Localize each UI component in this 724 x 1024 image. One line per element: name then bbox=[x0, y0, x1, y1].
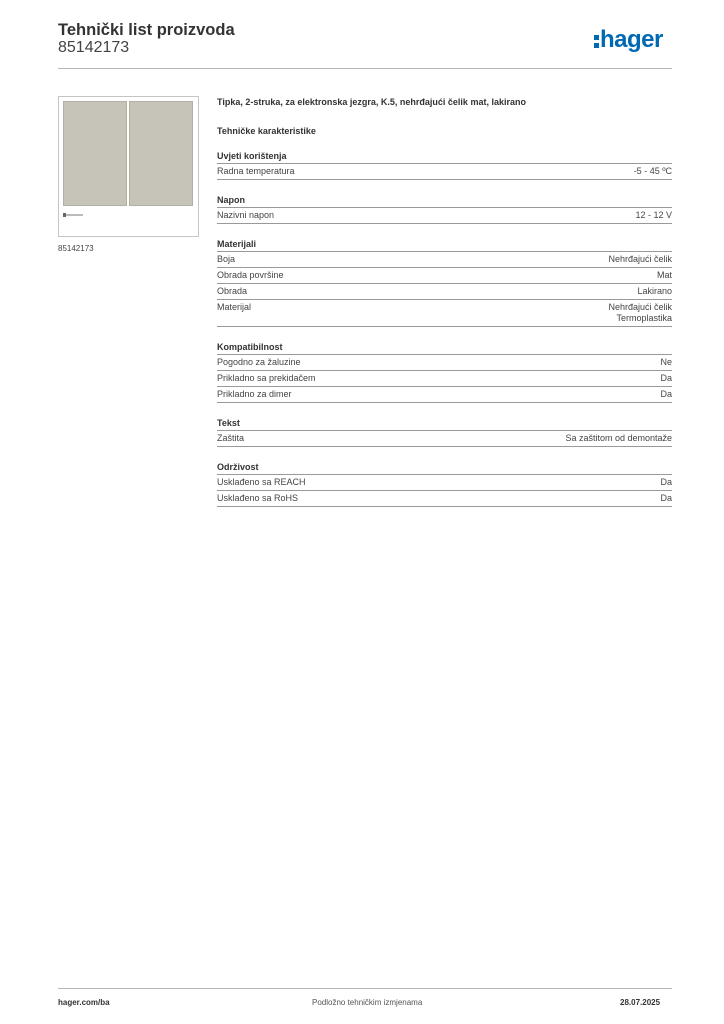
spec-row bbox=[217, 431, 672, 447]
spec-label: Prikladno za dimer bbox=[217, 389, 292, 399]
spec-value bbox=[660, 477, 672, 488]
product-image bbox=[58, 96, 199, 237]
spec-value-text: Lakirano bbox=[637, 286, 672, 296]
spec-value-text: 12 - 12 V bbox=[635, 210, 672, 220]
spec-section bbox=[217, 341, 672, 403]
spec-row bbox=[217, 355, 672, 371]
section-title: Tekst bbox=[217, 417, 672, 431]
spec-row bbox=[217, 371, 672, 387]
section-title: Uvjeti korištenja bbox=[217, 150, 672, 164]
spec-label: Pogodno za žaluzine bbox=[217, 357, 301, 367]
spec-value bbox=[637, 286, 672, 297]
spec-row bbox=[217, 208, 672, 224]
spec-value-text: Mat bbox=[656, 270, 672, 280]
section-title: Održivost bbox=[217, 461, 672, 475]
footer-date: 28.07.2025 bbox=[620, 998, 661, 1007]
logo-dots-icon bbox=[594, 35, 599, 51]
section-title: Napon bbox=[217, 194, 672, 208]
spec-row bbox=[217, 164, 672, 180]
spec-value-text: Da bbox=[660, 389, 672, 399]
spec-value-text: Da bbox=[660, 477, 672, 487]
spec-value-text: Da bbox=[660, 373, 672, 383]
spec-value-text: Ne bbox=[660, 357, 672, 367]
product-description: Tipka, 2-struka, za elektronska jezgra, K.5, nehrđajući čelik mat, lakirano bbox=[217, 97, 526, 107]
spec-row bbox=[217, 268, 672, 284]
hager-logo[interactable] bbox=[594, 28, 663, 52]
spec-value-text: -5 - 45 ºC bbox=[633, 166, 672, 176]
spec-value bbox=[660, 493, 672, 504]
spec-label: Radna temperatura bbox=[217, 166, 295, 176]
spec-value bbox=[657, 270, 672, 281]
spec-sections bbox=[217, 150, 672, 507]
document-title: Tehnički list proizvoda bbox=[58, 21, 235, 39]
logo-text: hager bbox=[600, 26, 663, 53]
spec-label: Nazivni napon bbox=[217, 210, 275, 220]
spec-value bbox=[634, 166, 672, 177]
section-title: Kompatibilnost bbox=[217, 341, 672, 355]
spec-label: Boja bbox=[217, 254, 236, 264]
spec-section bbox=[217, 461, 672, 507]
spec-value bbox=[608, 254, 672, 265]
spec-value-text: Nehrđajući čelik bbox=[608, 302, 672, 312]
spec-row bbox=[217, 284, 672, 300]
spec-label: Zaštita bbox=[217, 433, 245, 443]
spec-row bbox=[217, 387, 672, 403]
spec-value bbox=[660, 373, 672, 384]
spec-value-text: Sa zaštitom od demontaže bbox=[565, 433, 672, 443]
footer-divider bbox=[58, 988, 672, 989]
spec-section bbox=[217, 417, 672, 447]
spec-row bbox=[217, 475, 672, 491]
spec-value bbox=[608, 302, 672, 324]
spec-label: Prikladno sa prekidačem bbox=[217, 373, 316, 383]
spec-value bbox=[660, 357, 672, 368]
footer-note: Podložno tehničkim izmjenama bbox=[312, 998, 423, 1007]
spec-label: Obrada bbox=[217, 286, 248, 296]
rocker-right bbox=[129, 101, 193, 206]
spec-label: Usklađeno sa REACH bbox=[217, 477, 306, 487]
spec-value-text: Nehrđajući čelik bbox=[608, 254, 672, 264]
image-caption: 85142173 bbox=[58, 244, 94, 253]
product-number: 85142173 bbox=[58, 39, 130, 56]
section-title: Materijali bbox=[217, 238, 672, 252]
spec-label: Obrada površine bbox=[217, 270, 284, 280]
spec-section bbox=[217, 150, 672, 180]
tech-heading: Tehničke karakteristike bbox=[217, 126, 316, 136]
spec-row bbox=[217, 300, 672, 327]
spec-row bbox=[217, 252, 672, 268]
spec-label: Materijal bbox=[217, 302, 252, 312]
spec-row bbox=[217, 491, 672, 507]
spec-value bbox=[635, 210, 672, 221]
spec-section bbox=[217, 238, 672, 327]
spec-panel bbox=[217, 96, 672, 507]
spec-value-text: Termoplastika bbox=[616, 313, 672, 323]
footer-website[interactable]: hager.com/ba bbox=[58, 998, 110, 1007]
spec-value bbox=[565, 433, 672, 444]
rocker-left bbox=[63, 101, 127, 206]
spec-value-text: Da bbox=[660, 493, 672, 503]
spec-section bbox=[217, 194, 672, 224]
accessory-icon bbox=[63, 213, 83, 217]
header-divider bbox=[58, 68, 672, 69]
spec-value bbox=[660, 389, 672, 400]
spec-label: Usklađeno sa RoHS bbox=[217, 493, 299, 503]
